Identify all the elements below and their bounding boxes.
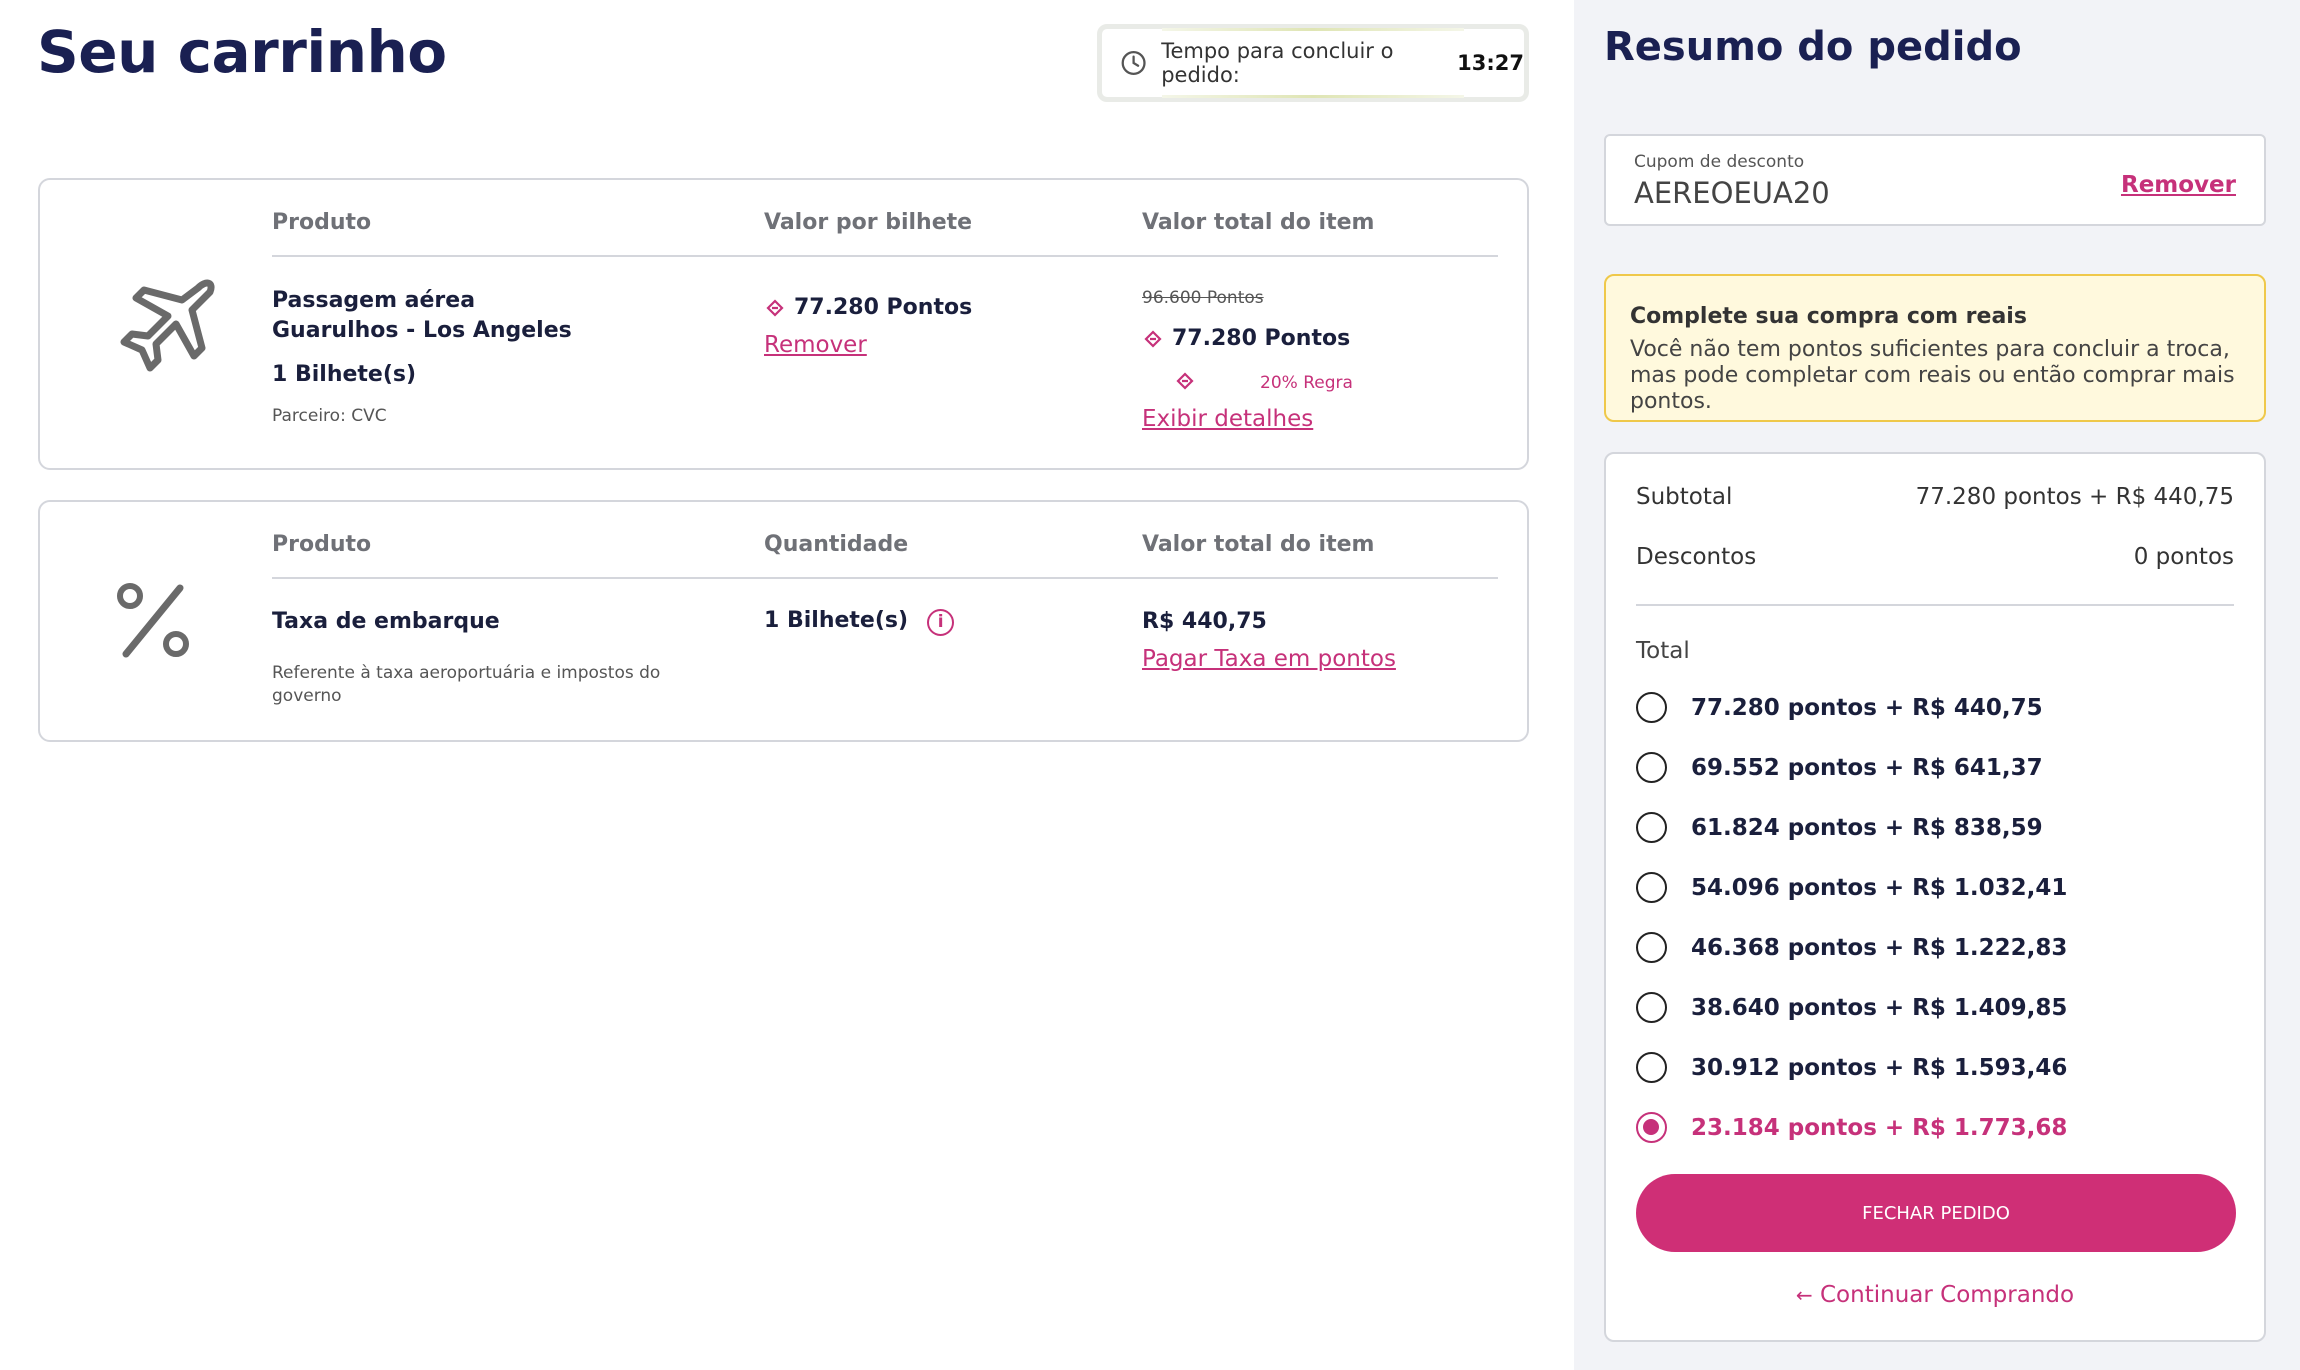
order-timer	[1097, 24, 1529, 102]
radio-button[interactable]	[1636, 692, 1667, 723]
tax-item-card	[38, 500, 1529, 742]
product-route: Guarulhos - Los Angeles	[272, 318, 572, 343]
payment-option-label: 77.280 pontos + R$ 440,75	[1691, 694, 2043, 721]
header-unit-value: Valor por bilhete	[764, 210, 973, 235]
timer-value: 13:27	[1457, 51, 1524, 75]
alert-title: Complete sua compra com reais	[1630, 304, 2027, 329]
header-product: Produto	[272, 532, 372, 557]
radio-button[interactable]	[1636, 752, 1667, 783]
payment-option[interactable]	[1636, 692, 2043, 723]
timer-label: Tempo para concluir o pedido:	[1161, 39, 1394, 87]
remove-flight-link[interactable]: Remover	[764, 332, 867, 358]
coupon-box	[1604, 134, 2266, 226]
payment-option[interactable]	[1636, 812, 2043, 843]
summary-divider	[1636, 604, 2234, 606]
tax-description: Referente à taxa aeroportuária e impostos do governo	[272, 663, 661, 706]
old-total-points: 96.600 Pontos	[1142, 288, 1264, 308]
rule-icon	[1174, 370, 1196, 392]
header-divider	[272, 577, 1498, 579]
rule-label: 20% Regra	[1260, 373, 1353, 393]
discounts-row	[1636, 544, 2234, 570]
tax-quantity-value: 1 Bilhete(s)	[764, 608, 909, 633]
coupon-code: AEREOEUA20	[1634, 176, 1830, 210]
ticket-count: 1 Bilhete(s)	[272, 362, 417, 387]
page-title: Seu carrinho	[37, 18, 447, 86]
coupon-label: Cupom de desconto	[1634, 152, 1805, 172]
summary-box	[1604, 452, 2266, 1342]
radio-button[interactable]	[1636, 932, 1667, 963]
alert-text: Você não tem pontos suficientes para concluir a troca, mas pode completar com reais ou então comprar mais pontos.	[1630, 337, 2235, 414]
radio-button-selected[interactable]	[1636, 1112, 1667, 1143]
unit-points	[764, 295, 972, 320]
radio-button[interactable]	[1636, 1052, 1667, 1083]
arrow-left-icon: ←	[1795, 1283, 1813, 1307]
payment-option-label: 30.912 pontos + R$ 1.593,46	[1691, 1054, 2068, 1081]
partner-label: Parceiro: CVC	[272, 406, 387, 426]
payment-option[interactable]	[1636, 1052, 2067, 1083]
subtotal-value: 77.280 pontos + R$ 440,75	[1915, 484, 2234, 510]
points-icon	[764, 297, 786, 319]
payment-option[interactable]	[1636, 752, 2043, 783]
total-points-value: 77.280 Pontos	[1172, 326, 1351, 351]
info-icon[interactable]: i	[927, 609, 954, 636]
payment-option-label: 54.096 pontos + R$ 1.032,41	[1691, 874, 2068, 901]
payment-option-label: 69.552 pontos + R$ 641,37	[1691, 754, 2043, 781]
total-points	[1142, 326, 1350, 351]
payment-option-label: 46.368 pontos + R$ 1.222,83	[1691, 934, 2068, 961]
show-details-link[interactable]: Exibir detalhes	[1142, 406, 1314, 432]
subtotal-row	[1636, 484, 2234, 510]
tax-total: R$ 440,75	[1142, 609, 1267, 634]
order-summary-panel	[1574, 0, 2300, 1370]
payment-option-label: 38.640 pontos + R$ 1.409,85	[1691, 994, 2068, 1021]
total-label: Total	[1636, 638, 1690, 664]
continue-shopping-label: Continuar Comprando	[1820, 1282, 2075, 1308]
tax-name: Taxa de embarque	[272, 609, 500, 634]
discounts-label: Descontos	[1636, 544, 1757, 570]
points-icon	[1142, 328, 1164, 350]
header-total-value: Valor total do item	[1142, 532, 1375, 557]
insufficient-points-alert	[1604, 274, 2266, 422]
close-order-button[interactable]: FECHAR PEDIDO	[1636, 1174, 2236, 1252]
discounts-value: 0 pontos	[2133, 544, 2234, 570]
payment-option[interactable]	[1636, 992, 2067, 1023]
radio-button[interactable]	[1636, 812, 1667, 843]
radio-button[interactable]	[1636, 872, 1667, 903]
payment-option-selected[interactable]	[1636, 1112, 2067, 1143]
airplane-icon	[98, 268, 218, 388]
subtotal-label: Subtotal	[1636, 484, 1733, 510]
payment-option-label: 23.184 pontos + R$ 1.773,68	[1691, 1114, 2068, 1141]
tax-quantity	[764, 608, 954, 636]
unit-points-value: 77.280 Pontos	[794, 295, 973, 320]
pay-tax-points-link[interactable]: Pagar Taxa em pontos	[1142, 646, 1396, 672]
header-total-value: Valor total do item	[1142, 210, 1375, 235]
continue-shopping-link[interactable]	[1606, 1282, 2264, 1308]
remove-coupon-link[interactable]: Remover	[2120, 172, 2236, 198]
clock-icon	[1120, 48, 1147, 78]
header-product: Produto	[272, 210, 372, 235]
header-quantity: Quantidade	[764, 532, 909, 557]
flight-item-card	[38, 178, 1529, 470]
payment-option[interactable]	[1636, 932, 2067, 963]
payment-option-label: 61.824 pontos + R$ 838,59	[1691, 814, 2043, 841]
product-name: Passagem aérea	[272, 288, 476, 313]
radio-button[interactable]	[1636, 992, 1667, 1023]
summary-title: Resumo do pedido	[1604, 24, 2022, 70]
percent-icon	[116, 582, 192, 658]
payment-option[interactable]	[1636, 872, 2067, 903]
header-divider	[272, 255, 1498, 257]
